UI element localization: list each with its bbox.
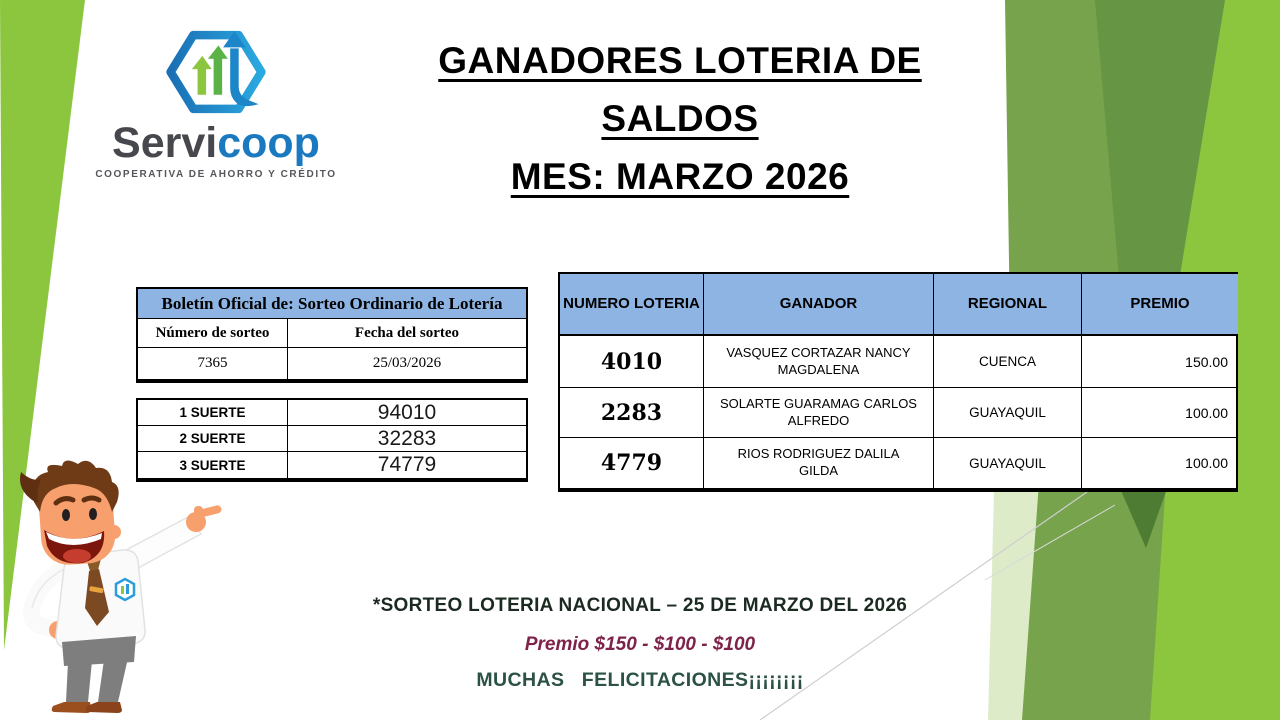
mascot-tongue — [63, 549, 91, 563]
winner-row-regional: GUAYAQUIL — [934, 388, 1082, 438]
mascot-left-shoe — [52, 702, 91, 713]
servicoop-hexagon-icon — [164, 24, 268, 120]
footer-block — [250, 595, 1030, 692]
mascot-character — [4, 458, 222, 718]
title-line-2: SALDOS — [601, 98, 759, 139]
boletin-col2-value: 25/03/2026 — [372, 355, 442, 371]
winner-row-premio: 100.00 — [1185, 455, 1228, 471]
logo-wordmark — [86, 119, 346, 167]
suerte-1-label: 1 SUERTE — [138, 400, 288, 426]
mascot-ear — [107, 525, 121, 539]
logo-tagline: COOPERATIVA DE AHORRO Y CRÉDITO — [95, 169, 337, 180]
title-line-1: GANADORES LOTERIA DE — [438, 40, 922, 81]
suerte-3-value: 74779 — [377, 453, 437, 476]
arrow-light-green — [192, 56, 212, 95]
winner-row-numero: 4779 — [560, 438, 704, 488]
title-line-3: MES: MARZO 2026 — [510, 156, 850, 197]
mascot-right-leg — [98, 658, 128, 702]
boletin-header: Boletín Oficial de: Sorteo Ordinario de Lotería — [138, 289, 526, 319]
winner-row-ganador: RIOS RODRIGUEZ DALILA GILDA — [704, 438, 934, 488]
suerte-3-label: 3 SUERTE — [138, 452, 288, 478]
footer-felicitaciones-line: MUCHAS FELICITACIONES¡¡¡¡¡¡¡¡ — [476, 669, 804, 691]
winner-row-numero: 4010 — [560, 336, 704, 388]
winner-row-premio: 150.00 — [1082, 336, 1238, 388]
boletin-col2-label: Fecha del sorteo — [288, 319, 526, 348]
winners-header-numero: NUMERO LOTERIA — [560, 274, 704, 336]
logo-text-servi: Servi — [112, 119, 218, 167]
logo-text-coop: coop — [217, 119, 320, 167]
winner-row-premio: 100.00 — [1082, 388, 1238, 438]
mascot-left-leg — [66, 661, 92, 702]
arrow-green — [208, 46, 228, 95]
winners-header-premio: PREMIO — [1082, 274, 1238, 336]
winners-table — [558, 272, 1238, 492]
winner-row-numero: 2283 — [560, 388, 704, 438]
boletin-col1-label: Número de sorteo — [138, 319, 288, 348]
suerte-2-value: 32283 — [288, 426, 526, 452]
mascot-right-eye — [89, 508, 97, 520]
suerte-2-label: 2 SUERTE — [138, 426, 288, 452]
footer-sorteo-line: *SORTEO LOTERIA NACIONAL – 25 DE MARZO DEL 2026 — [372, 595, 908, 616]
mascot-right-eyebrow — [84, 498, 99, 500]
winner-row-ganador: SOLARTE GUARAMAG CARLOS ALFREDO — [704, 388, 934, 438]
winner-row-ganador: VASQUEZ CORTAZAR NANCY MAGDALENA — [704, 336, 934, 388]
footer-premio-line: Premio $150 - $100 - $100 — [524, 634, 756, 655]
boletin-col1-value: 7365 — [138, 348, 288, 379]
winners-header-regional: REGIONAL — [934, 274, 1082, 336]
mascot-chest-logo — [116, 579, 134, 600]
suerte-1-value: 94010 — [288, 400, 526, 426]
slide-title — [385, 36, 975, 210]
servicoop-logo — [86, 24, 346, 180]
winner-row-regional: CUENCA — [934, 336, 1082, 388]
mascot-right-shoe — [86, 702, 122, 713]
winners-header-ganador: GANADOR — [704, 274, 934, 336]
winner-row-regional: GUAYAQUIL — [934, 438, 1082, 488]
mascot-left-eye — [62, 509, 70, 521]
boletin-table — [136, 287, 528, 383]
mascot-thumb — [194, 506, 203, 516]
